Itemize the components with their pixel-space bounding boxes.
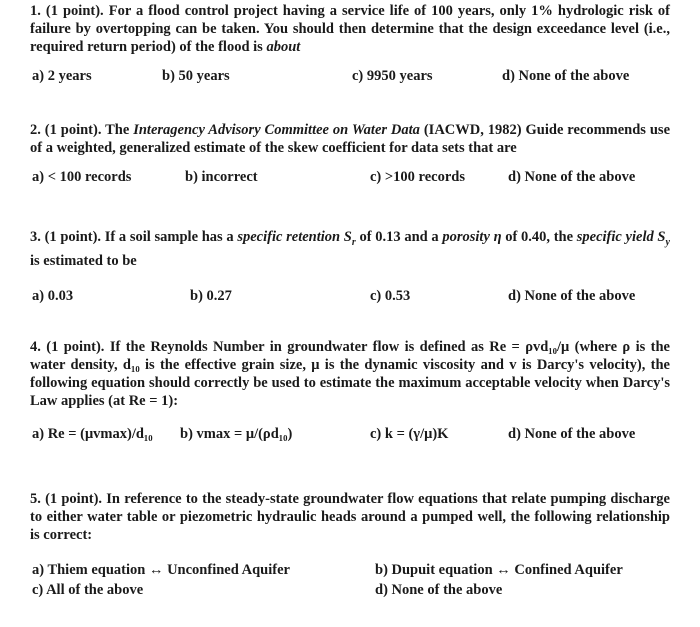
question-3-text: 3. (1 point). If a soil sample has a specific retention $S_r$ of 0.13 and a porosity η of 0.40, the specific yield $S_y$ is estimated to be xyxy=(30,229,670,269)
question-3-option-b[interactable]: b) 0.27 xyxy=(190,287,232,304)
question-5-option-d[interactable]: d) None of the above xyxy=(375,582,503,598)
question-5-option-c[interactable]: c) All of the above xyxy=(32,582,144,598)
question-2-option-d[interactable]: d) None of the above xyxy=(508,169,636,185)
question-1-options xyxy=(30,68,670,88)
question-2-option-b[interactable]: b) incorrect xyxy=(185,169,258,185)
question-5-options xyxy=(30,562,670,602)
question-2 xyxy=(30,121,670,189)
question-4-number: 4. (1 point). xyxy=(30,339,110,355)
question-4-option-d[interactable]: d) None of the above xyxy=(508,426,636,442)
question-3-options xyxy=(30,288,670,308)
question-1 xyxy=(30,2,670,88)
question-5-option-a[interactable]: a) Thiem equation ↔ Unconfined Aquifer xyxy=(32,562,290,578)
question-2-text: 2. (1 point). The Interagency Advisory Committee on Water Data (IACWD, 1982) Guide recommends use of a weighted, generalized estimate of the skew coefficient for data sets that are xyxy=(30,122,670,156)
question-3-option-a[interactable]: a) 0.03 xyxy=(32,287,74,304)
question-5-text: 5. (1 point). In reference to the steady-state groundwater flow equations that relate pumping discharge to either water table or piezometric hydraulic heads around a pumped well, the following relationship is correct: xyxy=(30,491,670,543)
question-2-options xyxy=(30,169,670,189)
question-2-option-a[interactable]: a) < 100 records xyxy=(32,169,132,185)
question-4-option-a[interactable]: a) Re = (μvmax)/d₁₀ xyxy=(32,426,153,442)
question-4-option-c[interactable]: c) k = (γ/μ)K xyxy=(370,426,449,442)
question-1-option-c[interactable]: c) 9950 years xyxy=(352,68,433,84)
question-5 xyxy=(30,490,670,602)
question-5-option-b[interactable]: b) Dupuit equation ↔ Confined Aquifer xyxy=(375,562,623,578)
question-4-option-b[interactable]: b) vmax = μ/(ρd₁₀) xyxy=(180,426,293,442)
question-3 xyxy=(30,228,670,308)
question-4-options xyxy=(30,426,670,446)
question-3-option-c[interactable]: c) 0.53 xyxy=(370,287,411,304)
question-4-text: 4. (1 point). If the Reynolds Number in groundwater flow is defined as Re = ρvd₁₀/μ (where ρ is the water density, d₁₀ is the effective grain size, μ is the dynamic viscosity and v is Darcy's velocity), the following equation should correctly be used to estimate the maximum acceptable velocity when Darcy's Law applies (at Re = 1): xyxy=(30,339,670,409)
question-4 xyxy=(30,338,670,446)
question-1-text: 1. (1 point). For a flood control project having a service life of 100 years, only 1% hydrologic risk of failure by overtopping can be taken. You should then determine that the design exceedance level (i.e., required return period) of the flood is about xyxy=(30,3,671,55)
question-1-option-a[interactable]: a) 2 years xyxy=(32,68,92,84)
question-3-option-d[interactable]: d) None of the above xyxy=(508,287,636,304)
question-2-option-c[interactable]: c) >100 records xyxy=(370,169,465,185)
question-1-option-b[interactable]: b) 50 years xyxy=(162,68,230,84)
question-1-option-d[interactable]: d) None of the above xyxy=(502,68,630,84)
question-5-number: 5. (1 point). xyxy=(30,491,107,507)
